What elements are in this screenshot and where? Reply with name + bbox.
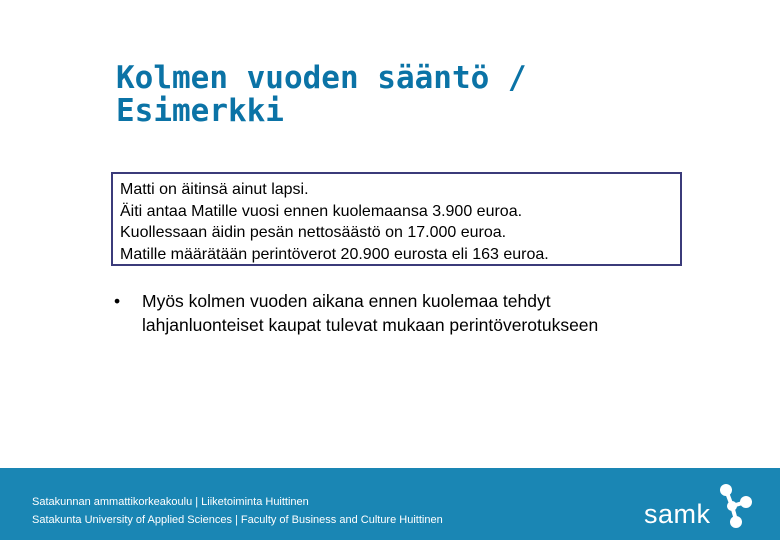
example-line-1: Matti on äitinsä ainut lapsi.: [120, 181, 309, 198]
example-line-2: Äiti antaa Matille vuosi ennen kuolemaansa 3.900 euroa.: [120, 202, 523, 220]
footer-line-2: Satakunta University of Applied Sciences | Faculty of Business and Culture Huittinen: [32, 514, 443, 526]
bullet-marker: •: [114, 291, 121, 311]
example-box: [111, 172, 682, 266]
bullet-line-2: lahjanluonteiset kaupat tulevat mukaan perintöverotukseen: [142, 315, 599, 335]
bullet-text: [142, 289, 702, 337]
molecule-icon: [712, 482, 756, 532]
bullet-line-1: Myös kolmen vuoden aikana ennen kuolemaa tehdyt: [142, 291, 551, 311]
footer-bar: [0, 468, 780, 540]
footer-line-1: Satakunnan ammattikorkeakoulu | Liiketoiminta Huittinen: [32, 496, 309, 508]
title-line-1: Kolmen vuoden sääntö /: [116, 60, 527, 96]
samk-logo: [644, 482, 754, 532]
example-line-3: Kuollessaan äidin pesän nettosäästö on 17.000 euroa.: [120, 224, 507, 241]
title-line-2: Esimerkki: [116, 93, 284, 129]
example-line-4: Matille määrätään perintöverot 20.900 eurosta eli 163 euroa.: [120, 245, 549, 263]
logo-text: samk: [644, 499, 711, 529]
slide-title: [116, 62, 676, 128]
